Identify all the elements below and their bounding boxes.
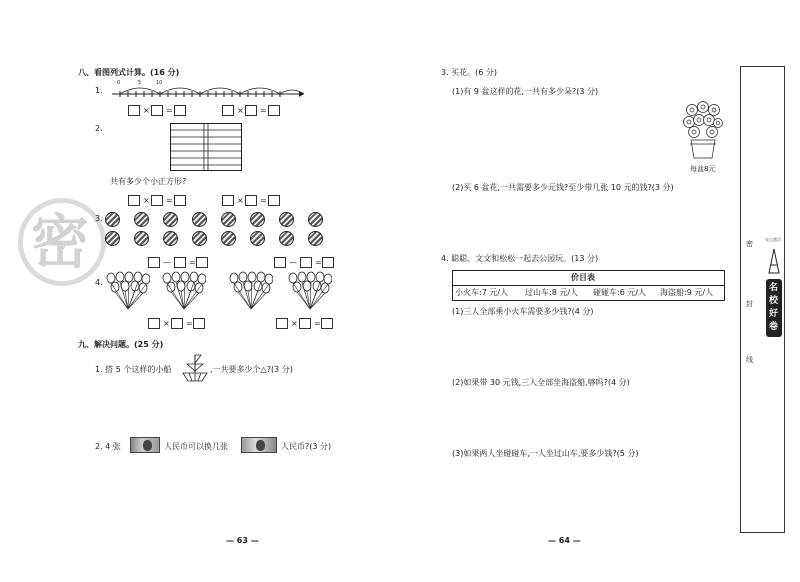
price-item: 小火车:7 元/人: [455, 288, 509, 297]
striped-ball: [163, 231, 178, 246]
s9-q2-prefix: 2. 4 张: [95, 442, 121, 451]
s9-q1-text: 1. 搭 5 个这样的小船: [95, 365, 172, 374]
times-sign: ×: [291, 319, 298, 328]
times-sign: ×: [143, 196, 150, 205]
striped-ball: [134, 231, 149, 246]
banknote-image: [241, 437, 277, 453]
price-table: [452, 270, 725, 301]
answer-box[interactable]: [245, 195, 257, 206]
q4-number: 4.: [95, 278, 103, 287]
striped-ball: [163, 212, 178, 227]
answer-box[interactable]: [174, 105, 186, 116]
balloon-bunch: [227, 271, 273, 311]
r-q3-title: 3. 买花。(6 分): [441, 68, 498, 77]
equals-sign: =: [186, 319, 193, 328]
logo-small-text: 亮点激活: [765, 237, 781, 242]
minus-sign: —: [163, 258, 171, 267]
balloon-bunch: [160, 271, 206, 311]
answer-box[interactable]: [276, 318, 288, 329]
r-q4-title: 4. 聪聪、文文和松松一起去公园玩。(13 分): [441, 254, 599, 263]
price-item: 海盗船:9 元/人: [660, 288, 714, 297]
answer-box[interactable]: [148, 318, 160, 329]
flower-price-caption: 每盆8元: [690, 165, 716, 173]
minus-sign: —: [289, 258, 297, 267]
answer-box[interactable]: [268, 195, 280, 206]
times-sign: ×: [237, 196, 244, 205]
striped-ball: [279, 231, 294, 246]
striped-ball: [308, 231, 323, 246]
answer-box[interactable]: [193, 318, 205, 329]
times-sign: ×: [143, 106, 150, 115]
logo-text: 名校好卷: [769, 283, 779, 332]
answer-box[interactable]: [151, 105, 163, 116]
striped-ball: [250, 231, 265, 246]
q2-number: 2.: [95, 124, 103, 133]
answer-box[interactable]: [299, 318, 311, 329]
seal-label: 密: [746, 240, 753, 248]
r-q4-sub3: (3)如果两人坐碰碰车,一人坐过山车,要多少钱?(5 分): [452, 449, 639, 458]
answer-box[interactable]: [174, 257, 186, 268]
r-q3-sub1: (1)有 9 盆这样的花,一共有多少朵?(3 分): [452, 87, 599, 96]
seal-label: 线: [746, 356, 753, 364]
s9-q1-tail: ,一共要多少个△?(3 分): [210, 365, 293, 374]
q1-mark-5: 5: [138, 80, 142, 86]
answer-box[interactable]: [321, 318, 333, 329]
striped-ball: [134, 212, 149, 227]
answer-box[interactable]: [174, 195, 186, 206]
answer-box[interactable]: [171, 318, 183, 329]
square-grid: [170, 123, 242, 171]
balloon-bunch: [286, 271, 332, 311]
times-sign: ×: [163, 319, 170, 328]
q2-question: 共有多少个小正方形?: [110, 177, 187, 186]
striped-ball: [221, 231, 236, 246]
r-q4-sub1: (1)三人全部乘小火车需要多少钱?(4 分): [452, 307, 594, 316]
answer-box[interactable]: [274, 257, 286, 268]
answer-box[interactable]: [128, 105, 140, 116]
section9-title: 九、解决问题。(25 分): [78, 340, 164, 349]
answer-box[interactable]: [222, 105, 234, 116]
equals-sign: =: [314, 319, 321, 328]
q3-number: 3.: [95, 214, 103, 223]
striped-ball: [192, 212, 207, 227]
striped-ball: [308, 212, 323, 227]
section8-title: 八、看图列式计算。(16 分): [78, 68, 180, 77]
r-q3-sub2: (2)买 6 盆花,一共需要多少元钱?至少带几张 10 元的钱?(3 分): [452, 183, 674, 192]
answer-box[interactable]: [196, 257, 208, 268]
striped-ball: [105, 212, 120, 227]
equals-sign: =: [260, 106, 267, 115]
answer-box[interactable]: [300, 257, 312, 268]
q1-mark-0: 0: [117, 80, 121, 86]
equals-sign: =: [189, 258, 196, 267]
binding-sidebar: [740, 66, 785, 533]
watermark-char: 密: [31, 208, 90, 276]
striped-ball: [105, 231, 120, 246]
striped-ball: [250, 212, 265, 227]
answer-box[interactable]: [245, 105, 257, 116]
answer-box[interactable]: [268, 105, 280, 116]
page-number-left: — 63 —: [226, 536, 259, 545]
price-item: 过山车:8 元/人: [525, 288, 579, 297]
striped-ball: [192, 231, 207, 246]
equals-sign: =: [315, 258, 322, 267]
q1-mark-10: 10: [156, 80, 163, 86]
price-item: 碰碰车:6 元/人: [593, 288, 647, 297]
page-number-right: — 64 —: [548, 536, 581, 545]
equals-sign: =: [260, 196, 267, 205]
logo-badge: [766, 279, 782, 337]
striped-ball: [279, 212, 294, 227]
equals-sign: =: [166, 196, 173, 205]
equals-sign: =: [166, 106, 173, 115]
price-table-title: 价目表: [571, 273, 595, 282]
striped-ball: [221, 212, 236, 227]
answer-box[interactable]: [128, 195, 140, 206]
watermark-seal: [18, 198, 106, 286]
answer-box[interactable]: [151, 195, 163, 206]
seal-label: 封: [746, 300, 753, 308]
q1-number: 1.: [95, 86, 103, 95]
banknote-image: [130, 437, 160, 453]
answer-box[interactable]: [222, 195, 234, 206]
times-sign: ×: [237, 106, 244, 115]
s9-q2-middle: 人民币可以换几张: [164, 442, 228, 451]
balloon-bunch: [104, 271, 150, 311]
logo-icon: [767, 247, 781, 277]
answer-box[interactable]: [322, 257, 334, 268]
flower-pot-image: [683, 100, 723, 162]
r-q4-sub2: (2)如果带 30 元钱,三人全部坐海盗船,够吗?(4 分): [452, 378, 630, 387]
s9-q2-tail: 人民币?(3 分): [281, 442, 332, 451]
answer-box[interactable]: [148, 257, 160, 268]
boat-figure: [181, 353, 209, 383]
